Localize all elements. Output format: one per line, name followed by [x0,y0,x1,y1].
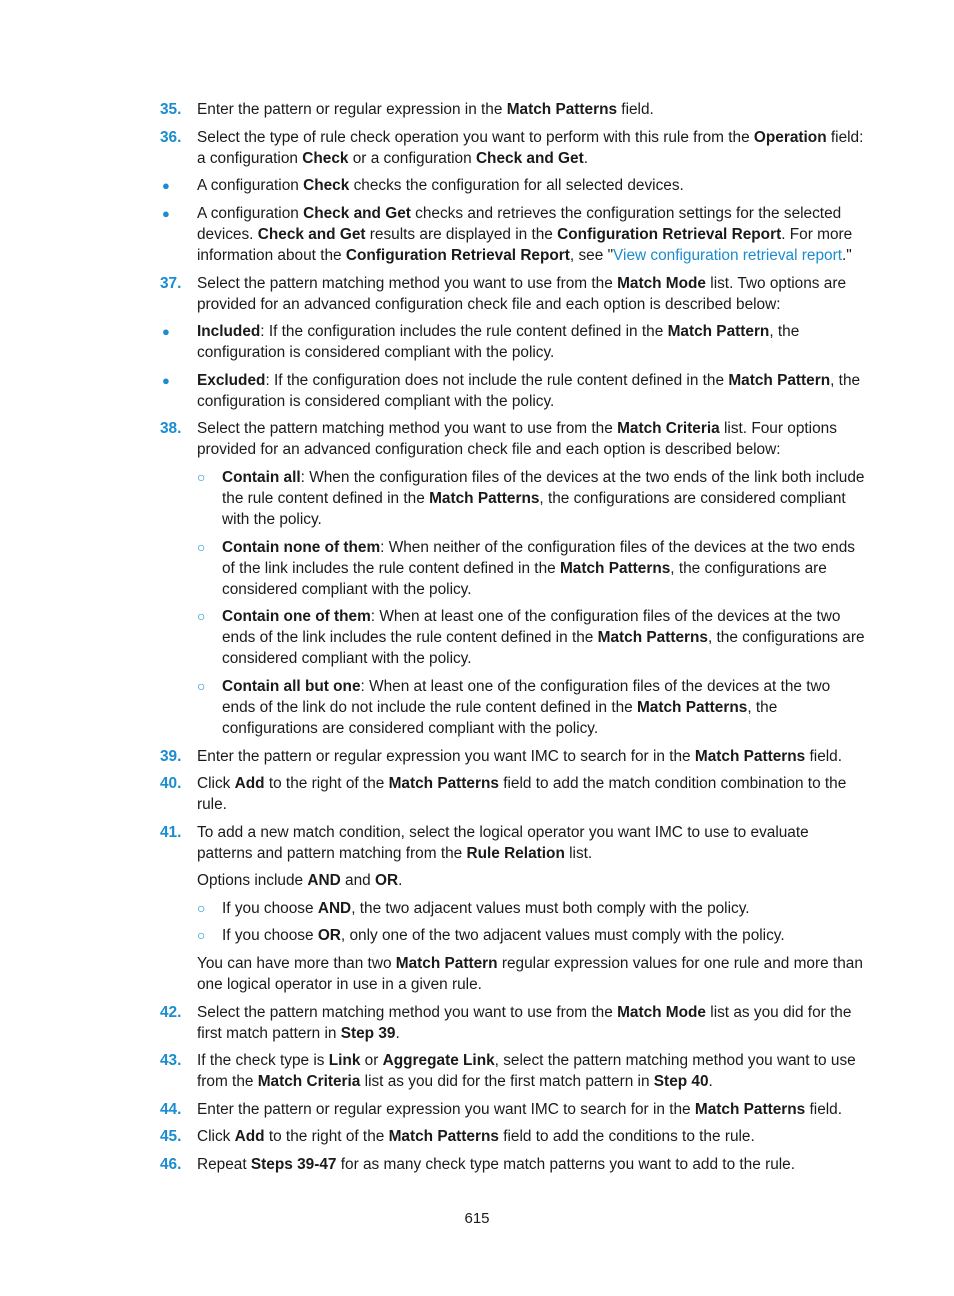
text-run: , select the pattern matching method you want to use from the [197,1052,856,1090]
bold-term: Configuration Retrieval Report [557,226,782,243]
bold-term: Match Mode [617,1004,706,1021]
bold-term: Match Patterns [388,775,499,792]
text-run: , the configurations are considered compliant with the policy. [222,629,865,667]
text-run: Click [197,775,235,792]
bold-term: Aggregate Link [382,1052,495,1069]
text-run: . [583,150,588,167]
text-run: field. [805,748,843,765]
numbered-step [160,822,865,864]
text-run: To add a new match condition, select the logical operator you want IMC to use to evaluate patterns and pattern matching from the [197,824,809,862]
item-text [197,127,865,169]
bold-term: Match Pattern [395,955,498,972]
numbered-step [160,1002,865,1044]
bold-term: Match Patterns [636,699,748,716]
bold-term: Match Patterns [694,748,806,765]
item-text [197,99,865,120]
item-text [222,467,865,530]
text-run: . For more information about the [197,226,853,264]
text-run: : When neither of the configuration files of the devices at the two ends of the link includes the rule content defined in the [222,539,855,577]
numbered-step [160,99,865,120]
bold-term: Match Patterns [559,560,671,577]
text-run: Select the pattern matching method you want to use from the [197,420,618,437]
bullet-marker: ○ [197,900,206,916]
bold-term: Step 40 [653,1073,709,1090]
bold-term: Add [234,775,265,792]
item-text [197,1154,865,1175]
bold-term: Match Criteria [617,420,720,437]
list-item [162,370,865,412]
step-number: 46. [160,1156,182,1173]
text-run: checks the configuration for all selected devices. [349,177,684,194]
step-number: 43. [160,1052,182,1069]
text-run: , the configurations are considered compliant with the policy. [222,560,827,598]
text-run: ." [842,247,852,264]
numbered-step [160,773,865,815]
bold-term: Check and Get [303,205,411,222]
bold-term: Match Patterns [694,1101,806,1118]
step-number: 44. [160,1101,182,1118]
text-run: regular expression values for one rule and more than one logical operator in use in a given rule. [197,955,863,993]
text-run: field. [617,101,654,118]
item-text [222,925,865,946]
bold-term: Operation [753,129,827,146]
bullet-marker: ● [162,324,170,339]
text-run: checks and retrieves the configuration settings for the selected devices. [197,205,842,243]
text-run: field to add the match condition combination to the rule. [197,775,847,813]
bold-term: AND [317,900,352,917]
text-run: or a configuration [348,150,476,167]
bold-term: AND [307,872,341,889]
bold-term: Included [197,323,261,340]
item-text [197,370,865,412]
text-run: to the right of the [264,1128,389,1145]
step-number: 42. [160,1004,182,1021]
item-text [197,773,865,815]
item-text [222,537,865,600]
bold-term: Excluded [197,372,266,389]
text-run: Enter the pattern or regular expression you want IMC to search for in the [197,748,695,765]
item-text [197,418,865,460]
text-run: A configuration [197,205,304,222]
numbered-step [160,418,865,460]
item-text [222,606,865,669]
paragraph [197,953,865,995]
step-number: 38. [160,420,182,437]
list-item [197,606,865,669]
list-item [197,898,865,919]
text-run: If you choose [222,927,318,944]
step-number: 37. [160,275,182,292]
item-text [197,1050,865,1092]
text-run: or [360,1052,383,1069]
bold-term: Link [328,1052,361,1069]
bold-term: Step 39 [340,1025,396,1042]
bold-term: Configuration Retrieval Report [345,247,570,264]
text-run: list. Two options are provided for an advanced configuration check file and each option is described below: [197,275,847,313]
bold-term: OR [317,927,341,944]
text-run: Enter the pattern or regular expression in the [197,101,507,118]
numbered-step [160,1154,865,1175]
text-run: . [708,1073,713,1090]
item-text [197,1126,865,1147]
list-item [162,175,865,196]
step-number: 39. [160,748,182,765]
bold-term: OR [374,872,399,889]
text-run: to the right of the [264,775,389,792]
text-run: , the configuration is considered compliant with the policy. [197,323,800,361]
bold-term: Steps 39-47 [250,1156,337,1173]
text-run: , the configuration is considered compliant with the policy. [197,372,861,410]
text-run: , the two adjacent values must both comply with the policy. [351,900,750,917]
item-text [197,1099,865,1120]
text-run: and [340,872,375,889]
text-run: Options include [197,872,308,889]
text-run: for as many check type match patterns you want to add to the rule. [336,1156,796,1173]
bold-term: Match Pattern [728,372,831,389]
bullet-marker: ○ [197,608,206,624]
text-run: If the check type is [197,1052,329,1069]
text-run: : If the configuration includes the rule content defined in the [260,323,668,340]
numbered-step [160,1099,865,1120]
text-run: , only one of the two adjacent values must comply with the policy. [340,927,785,944]
text-run: Select the type of rule check operation you want to perform with this rule from the [197,129,754,146]
text-run: , see " [569,247,614,264]
bold-term: Match Patterns [388,1128,499,1145]
bold-term: Check and Get [475,150,584,167]
item-text [197,273,865,315]
item-text [197,1002,865,1044]
bold-term: Contain all but one [222,678,361,695]
step-number: 40. [160,775,182,792]
bold-term: Match Patterns [506,101,618,118]
item-text [197,203,865,266]
text-run: Select the pattern matching method you want to use from the [197,275,618,292]
text-run: : If the configuration does not include the rule content defined in the [265,372,729,389]
text-run: field to add the conditions to the rule. [498,1128,755,1145]
page-number: 615 [464,1210,490,1227]
text-run: field. [805,1101,843,1118]
bold-term: Check and Get [257,226,366,243]
list-item [197,676,865,739]
bullet-marker: ● [162,206,170,221]
bullet-marker: ○ [197,927,206,943]
text-run: results are displayed in the [365,226,558,243]
text-run: , the configurations are considered compliant with the policy. [222,490,846,528]
bullet-marker: ● [162,178,170,193]
list-item [162,203,865,266]
text-run: , the configurations are considered compliant with the policy. [222,699,778,737]
text-run: list as you did for the first match pattern in [360,1073,654,1090]
text-run: . [398,872,403,889]
numbered-step [160,273,865,315]
text-run: list as you did for the first match pattern in [197,1004,852,1042]
bullet-marker: ○ [197,469,206,485]
item-text [222,898,865,919]
cross-reference-link[interactable]: View configuration retrieval report [613,247,843,264]
bold-term: Match Patterns [429,490,540,507]
bold-term: Contain one of them [222,608,371,625]
text-run: Repeat [197,1156,251,1173]
bullet-marker: ○ [197,678,206,694]
text-run: field: a configuration [197,129,864,167]
text-run: : When the configuration files of the devices at the two ends of the link both include the rule content defined in the [222,469,865,507]
list-item [162,321,865,363]
list-item [197,467,865,530]
item-text [197,822,865,864]
paragraph [197,870,865,891]
text-run: Select the pattern matching method you want to use from the [197,1004,618,1021]
bold-term: Add [234,1128,265,1145]
step-number: 35. [160,101,182,118]
bold-term: Rule Relation [466,845,565,862]
item-text [197,953,865,995]
text-run: : When at least one of the configuration files of the devices at the two ends of the link includes the rule content defined in the [222,608,841,646]
item-text [197,746,865,767]
item-text [197,321,865,363]
bold-term: Check [302,150,349,167]
step-number: 45. [160,1128,182,1145]
list-item [197,925,865,946]
numbered-step [160,746,865,767]
text-run: list. Four options provided for an advanced configuration check file and each option is described below: [197,420,837,458]
bold-term: Match Patterns [597,629,708,646]
text-run: . [395,1025,400,1042]
step-number: 41. [160,824,182,841]
text-run: Click [197,1128,235,1145]
text-run: A configuration [197,177,304,194]
bold-term: Contain all [222,469,301,486]
numbered-step [160,127,865,169]
bold-term: Contain none of them [222,539,381,556]
text-run: list. [564,845,593,862]
bullet-marker: ● [162,373,170,388]
item-text [197,175,865,196]
item-text [197,870,865,891]
step-number: 36. [160,129,182,146]
bold-term: Check [303,177,350,194]
bold-term: Match Criteria [257,1073,361,1090]
text-run: Enter the pattern or regular expression you want IMC to search for in the [197,1101,695,1118]
text-run: If you choose [222,900,318,917]
numbered-step [160,1126,865,1147]
bold-term: Match Pattern [667,323,770,340]
bullet-marker: ○ [197,539,206,555]
numbered-step [160,1050,865,1092]
text-run: You can have more than two [197,955,396,972]
item-text [222,676,865,739]
bold-term: Match Mode [617,275,706,292]
list-item [197,537,865,600]
text-run: : When at least one of the configuration files of the devices at the two ends of the link do not include the rule content defined in the [222,678,831,716]
